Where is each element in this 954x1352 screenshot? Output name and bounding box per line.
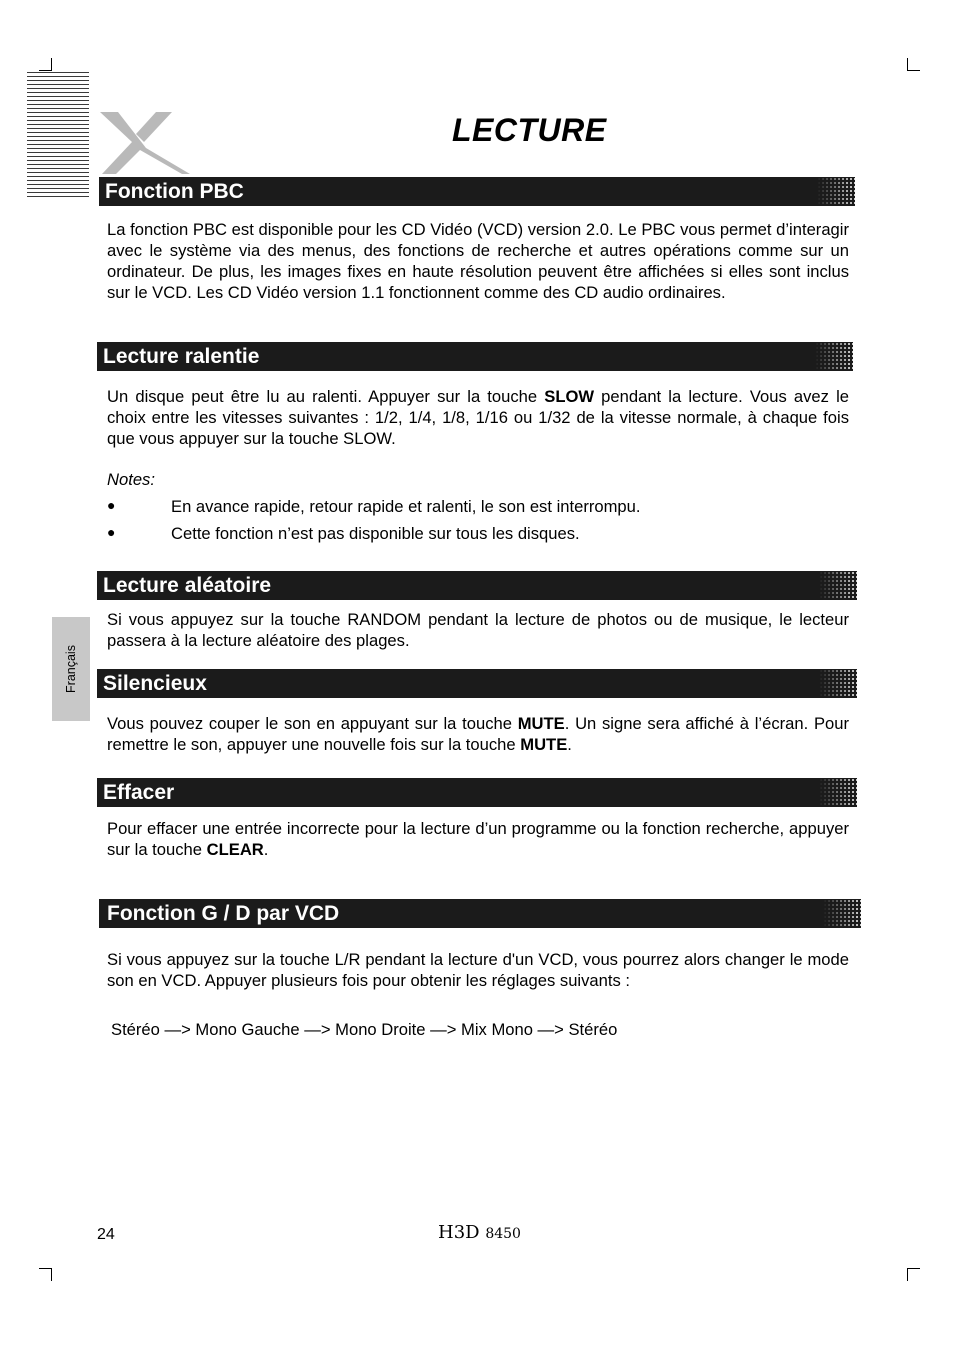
crop-mark-bottom-right [907,1268,920,1281]
section-heading-slow [97,342,853,371]
page-number: 24 [97,1226,115,1243]
mute-key: MUTE [520,735,568,754]
note-text: Cette fonction n’est pas disponible sur tous les disques. [171,524,580,543]
pbc-paragraph: La fonction PBC est disponible pour les CD Vidéo (VCD) version 2.0. Le PBC vous permet d’interagir avec le système via des menus, des fonctions de recherche et autres opérations comme sur un ordinateur. De plus, les images fixes en haute résolution peuvent être affichées si elles sont inclus sur le VCD. Les CD Vidéo version 1.1 fonctionnent comme des CD audio ordinaires. [107,220,849,302]
halftone-decoration [817,177,855,206]
crop-mark-bottom-left [39,1268,52,1281]
clear-paragraph: Pour effacer une entrée incorrecte pour la lecture d’un programme ou la fonction recherche, appuyer sur la touche CLEAR. [107,819,849,859]
language-label: Français [64,645,78,693]
heading-text: Lecture aléatoire [103,574,272,597]
halftone-decoration [819,571,857,600]
halftone-decoration [819,778,857,807]
halftone-decoration [815,342,853,371]
slow-key: SLOW [544,387,595,406]
random-paragraph: Si vous appuyez sur la touche RANDOM pendant la lecture de photos ou de musique, le lecteur passera à la lecture aléatoire des plages. [107,610,849,650]
note-text: En avance rapide, retour rapide et ralenti, le son est interrompu. [171,497,641,516]
halftone-decoration [819,669,857,698]
heading-text: Fonction G / D par VCD [107,902,340,925]
section-heading-pbc [99,177,855,206]
crop-mark-top-left [39,58,52,71]
crop-mark-top-right [907,58,920,71]
language-tab [52,617,90,721]
notes-label: Notes: [107,470,155,489]
section-heading-clear [97,778,857,807]
mute-key: MUTE [517,714,565,733]
heading-text: Effacer [103,781,175,804]
slow-paragraph: Un disque peut être lu au ralenti. Appuyer sur la touche SLOW pendant la lecture. Vous avez le choix entre les vitesses suivantes : 1/2, 1/4, 1/8, 1/16 ou 1/32 de la vitesse normale, à chaque fois que vous appuyer sur la touche SLOW. [107,387,849,448]
model-label [438,1222,521,1243]
brand-stripes [27,72,89,200]
section-heading-random [97,571,857,600]
model-number: 8450 [485,1226,521,1242]
heading-text: Lecture ralentie [103,345,260,368]
section-heading-lr [99,899,861,928]
bullet-icon: ● [107,497,116,513]
lr-paragraph: Si vous appuyez sur la touche L/R pendant la lecture d'un VCD, vous pourrez alors changer le mode son en VCD. Appuyer plusieurs fois pour obtenir les réglages suivants : [107,950,849,990]
heading-text: Fonction PBC [105,180,244,203]
halftone-decoration [823,899,861,928]
clear-key: CLEAR [206,840,264,859]
lr-sequence: Stéréo —> Mono Gauche —> Mono Droite —> Mix Mono —> Stéréo [111,1020,618,1039]
model-name: H3D [438,1222,480,1243]
section-heading-mute [97,669,857,698]
page-title: LECTURE [452,112,607,148]
bullet-icon: ● [107,524,116,540]
x-logo-icon [96,108,196,178]
mute-paragraph: Vous pouvez couper le son en appuyant sur la touche MUTE. Un signe sera affiché à l’écran. Pour remettre le son, appuyer une nouvelle fois sur la touche MUTE. [107,714,849,754]
heading-text: Silencieux [103,672,207,695]
